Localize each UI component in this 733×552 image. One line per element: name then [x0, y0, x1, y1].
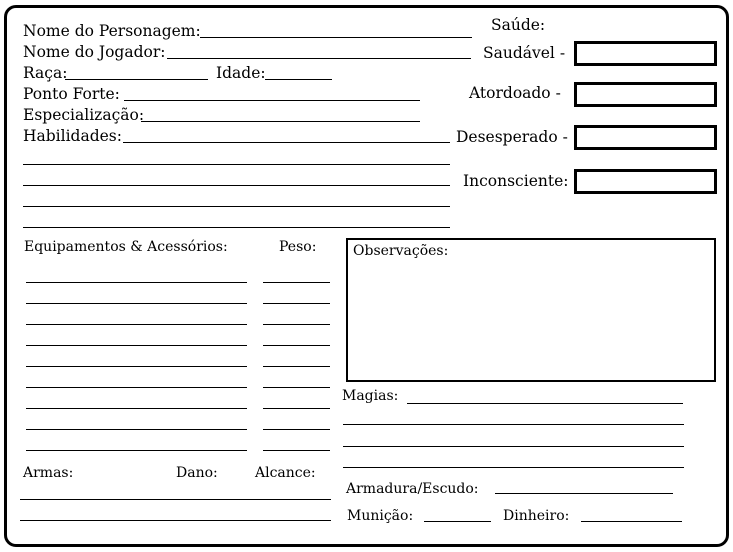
skills-line[interactable] [23, 164, 450, 165]
magic-label: Magias: [342, 388, 399, 404]
skills-field[interactable] [123, 142, 450, 143]
equipment-line[interactable] [26, 324, 247, 325]
ammo-label: Munição: [347, 508, 414, 524]
player-name-label: Nome do Jogador: [23, 43, 166, 61]
character-name-field[interactable] [200, 37, 472, 38]
equipment-line[interactable] [26, 345, 247, 346]
skills-line[interactable] [23, 227, 450, 228]
weapons-line[interactable] [20, 520, 331, 521]
money-field[interactable] [581, 521, 682, 522]
age-field[interactable] [265, 79, 332, 80]
health-state-desperate-box[interactable] [574, 125, 717, 150]
strong-point-label: Ponto Forte: [23, 85, 120, 103]
equipment-line[interactable] [26, 429, 247, 430]
weight-line[interactable] [263, 345, 330, 346]
equipment-line[interactable] [26, 450, 247, 451]
observations-box[interactable] [346, 238, 716, 382]
skills-label: Habilidades: [23, 127, 122, 145]
weight-line[interactable] [263, 282, 330, 283]
money-label: Dinheiro: [503, 508, 570, 524]
armor-label: Armadura/Escudo: [346, 481, 479, 497]
age-label: Idade: [216, 64, 266, 82]
weight-line[interactable] [263, 450, 330, 451]
equipment-line[interactable] [26, 408, 247, 409]
skills-line[interactable] [23, 206, 450, 207]
health-state-stunned-box[interactable] [574, 82, 717, 107]
equipment-title: Equipamentos & Acessórios: [24, 239, 228, 255]
health-state-desperate-label: Desesperado - [456, 128, 568, 146]
magic-line[interactable] [343, 424, 684, 425]
range-label: Alcance: [255, 465, 316, 481]
magic-field[interactable] [407, 403, 683, 404]
magic-line[interactable] [343, 446, 684, 447]
character-name-label: Nome do Personagem: [23, 22, 201, 40]
weight-line[interactable] [263, 366, 330, 367]
player-name-field[interactable] [167, 58, 471, 59]
equipment-line[interactable] [26, 282, 247, 283]
health-state-healthy-box[interactable] [574, 41, 717, 66]
weight-line[interactable] [263, 429, 330, 430]
equipment-line[interactable] [26, 366, 247, 367]
weight-line[interactable] [263, 387, 330, 388]
weight-line[interactable] [263, 408, 330, 409]
strong-point-field[interactable] [124, 100, 420, 101]
health-state-stunned-label: Atordoado - [469, 84, 561, 102]
skills-line[interactable] [23, 185, 450, 186]
specialization-field[interactable] [141, 121, 420, 122]
specialization-label: Especialização: [23, 106, 145, 124]
equipment-line[interactable] [26, 303, 247, 304]
ammo-field[interactable] [424, 521, 491, 522]
health-title: Saúde: [491, 16, 546, 34]
magic-line[interactable] [343, 467, 684, 468]
race-label: Raça: [23, 64, 68, 82]
observations-title: Observações: [353, 243, 449, 259]
equipment-line[interactable] [26, 387, 247, 388]
health-state-unconscious-box[interactable] [574, 169, 717, 194]
weapons-label: Armas: [23, 465, 74, 481]
weight-line[interactable] [263, 303, 330, 304]
armor-field[interactable] [495, 493, 673, 494]
damage-label: Dano: [176, 465, 218, 481]
race-field[interactable] [65, 79, 208, 80]
weight-title: Peso: [279, 239, 317, 255]
health-state-healthy-label: Saudável - [483, 44, 566, 62]
health-state-unconscious-label: Inconsciente: [463, 172, 569, 190]
weapons-line[interactable] [20, 499, 331, 500]
weight-line[interactable] [263, 324, 330, 325]
